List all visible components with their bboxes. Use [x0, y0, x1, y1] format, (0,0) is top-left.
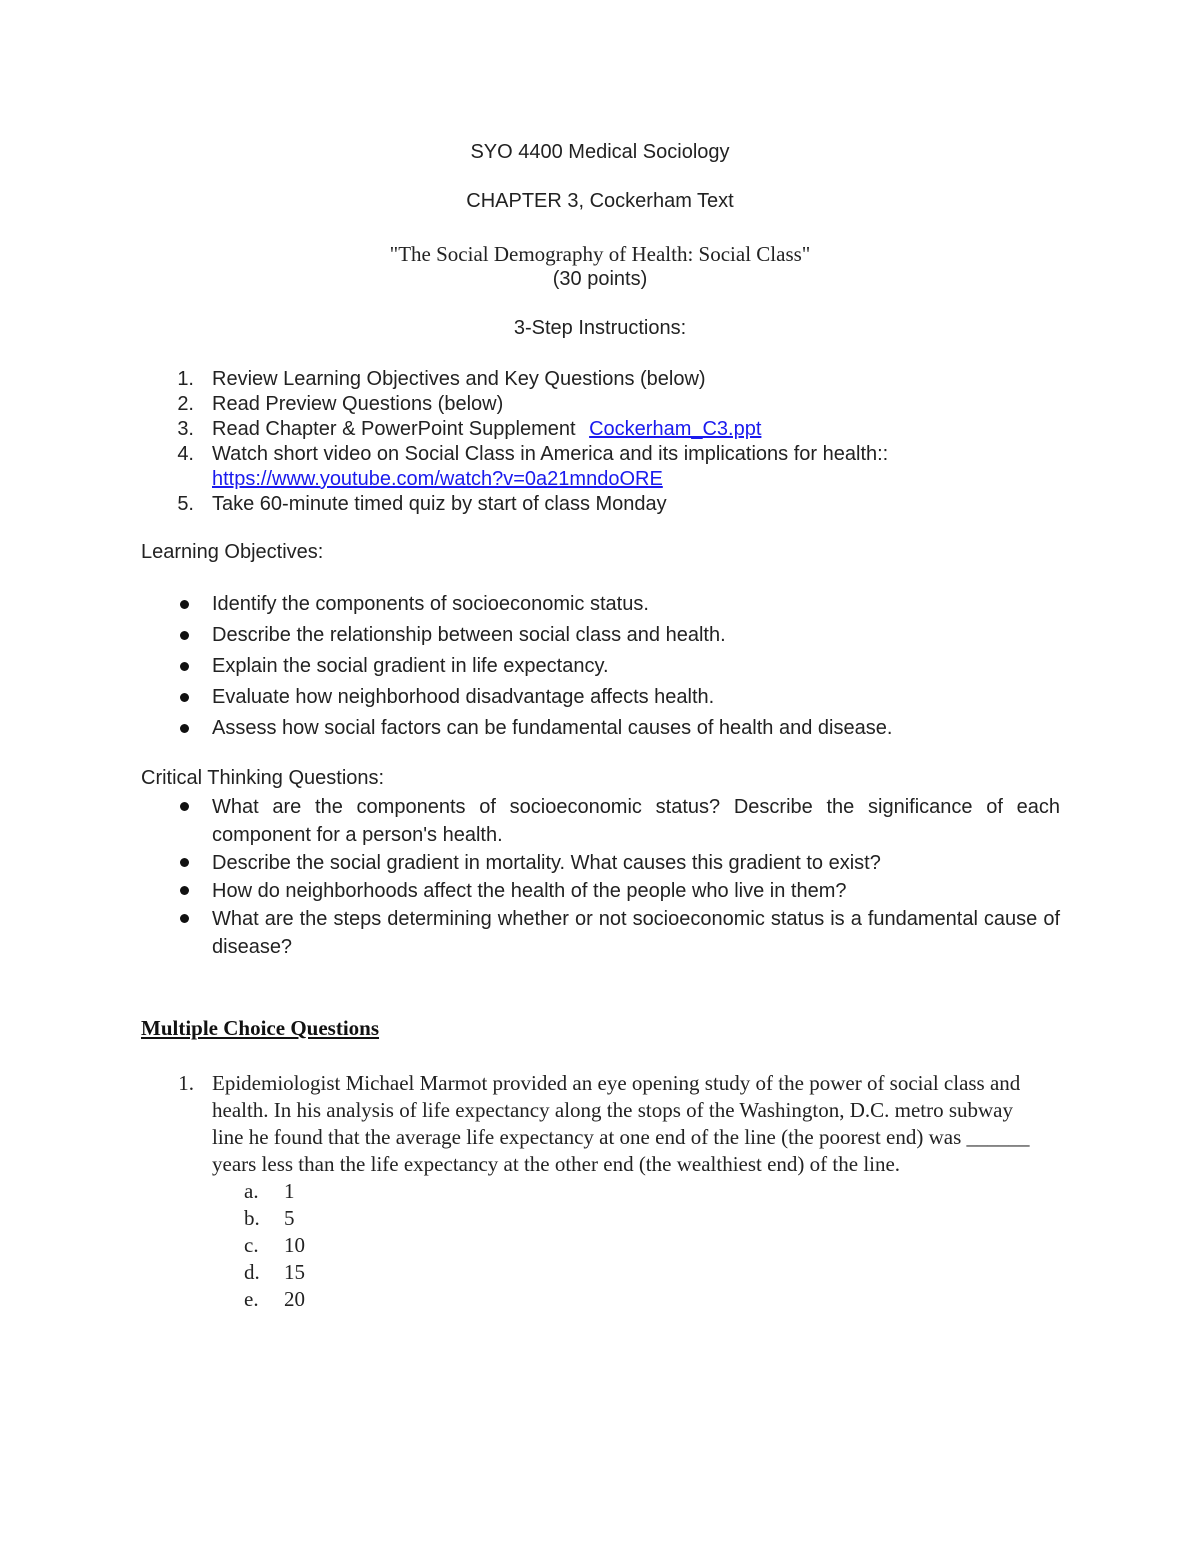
instruction-step	[172, 367, 1072, 392]
objective-text: Evaluate how neighborhood disadvantage affects health.	[212, 686, 715, 708]
answer-choice	[212, 1205, 1040, 1232]
bullet-icon	[180, 631, 189, 640]
youtube-video-link[interactable]: https://www.youtube.com/watch?v=0a21mndoORE	[212, 468, 663, 490]
step-number: 4.	[177, 443, 194, 465]
bullet-icon	[180, 914, 189, 923]
critical-question	[172, 905, 1060, 961]
objective-item	[172, 716, 1060, 741]
step-text: Read Chapter & PowerPoint Supplement	[212, 418, 582, 440]
question-number: 1.	[178, 1071, 194, 1095]
critical-thinking-heading: Critical Thinking Questions:	[141, 767, 385, 789]
assignment-title: "The Social Demography of Health: Social Class"	[389, 242, 811, 266]
powerpoint-link[interactable]: Cockerham_C3.ppt	[589, 418, 762, 440]
objective-item	[172, 623, 1060, 648]
step-text: Take 60-minute timed quiz by start of class Monday	[212, 493, 667, 515]
instruction-step	[172, 492, 1072, 517]
critical-question	[172, 849, 1060, 877]
choice-letter: c.	[244, 1233, 259, 1257]
choice-text: 15	[284, 1260, 305, 1284]
choice-text: 10	[284, 1233, 305, 1257]
instructions-heading: 3-Step Instructions:	[513, 317, 687, 339]
mc-question	[172, 1070, 1040, 1313]
step-number: 2.	[177, 393, 194, 415]
instruction-step	[172, 442, 1072, 492]
critical-thinking-list	[172, 793, 1060, 961]
choice-text: 5	[284, 1206, 295, 1230]
question-text: Epidemiologist Michael Marmot provided an eye opening study of the power of social class and health. In his analysis of life expectancy along the stops of the Washington, D.C. metro subway line he found that the average life expectancy at one end of the line (the poorest end) was ______ years less than the life expectancy at the other end (the wealthiest end) of the line.	[212, 1071, 1030, 1176]
bullet-icon	[180, 858, 189, 867]
question-text: How do neighborhoods affect the health of the people who live in them?	[212, 880, 847, 902]
objective-item	[172, 592, 1060, 617]
question-text: What are the steps determining whether or not socioeconomic status is a fundamental cause of disease?	[212, 908, 1060, 958]
answer-choice	[212, 1178, 1040, 1205]
answer-choices	[212, 1178, 1040, 1313]
points-value: (30 points)	[552, 268, 648, 290]
objective-text: Identify the components of socioeconomic status.	[212, 593, 649, 615]
multiple-choice-list	[172, 1070, 1040, 1313]
instruction-step	[172, 392, 1072, 417]
choice-letter: b.	[244, 1206, 260, 1230]
critical-question	[172, 793, 1060, 849]
question-text: What are the components of socioeconomic status? Describe the significance of each component for a person's health.	[212, 796, 1060, 846]
objective-text: Explain the social gradient in life expectancy.	[212, 655, 609, 677]
objective-item	[172, 685, 1060, 710]
chapter-line: CHAPTER 3, Cockerham Text	[466, 190, 734, 212]
course-title: SYO 4400 Medical Sociology	[470, 141, 730, 163]
question-text: Describe the social gradient in mortality. What causes this gradient to exist?	[212, 852, 881, 874]
instructions-list	[172, 367, 1072, 517]
multiple-choice-heading: Multiple Choice Questions	[141, 1016, 380, 1040]
bullet-icon	[180, 802, 189, 811]
step-number: 3.	[177, 418, 194, 440]
choice-letter: d.	[244, 1260, 260, 1284]
bullet-icon	[180, 662, 189, 671]
step-text: Watch short video on Social Class in America and its implications for health::	[212, 443, 889, 465]
bullet-icon	[180, 693, 189, 702]
choice-text: 1	[284, 1179, 295, 1203]
bullet-icon	[180, 886, 189, 895]
choice-text: 20	[284, 1287, 305, 1311]
choice-letter: a.	[244, 1179, 259, 1203]
answer-choice	[212, 1259, 1040, 1286]
answer-choice	[212, 1232, 1040, 1259]
bullet-icon	[180, 600, 189, 609]
objective-text: Assess how social factors can be fundamental causes of health and disease.	[212, 717, 893, 739]
learning-objectives-list	[172, 592, 1060, 747]
learning-objectives-heading: Learning Objectives:	[141, 541, 324, 563]
critical-question	[172, 877, 1060, 905]
instruction-step	[172, 417, 1072, 442]
answer-choice	[212, 1286, 1040, 1313]
step-text: Review Learning Objectives and Key Questions (below)	[212, 368, 706, 390]
step-text: Read Preview Questions (below)	[212, 393, 504, 415]
objective-text: Describe the relationship between social class and health.	[212, 624, 726, 646]
objective-item	[172, 654, 1060, 679]
step-number: 1.	[177, 368, 194, 390]
bullet-icon	[180, 724, 189, 733]
step-number: 5.	[177, 493, 194, 515]
choice-letter: e.	[244, 1287, 259, 1311]
